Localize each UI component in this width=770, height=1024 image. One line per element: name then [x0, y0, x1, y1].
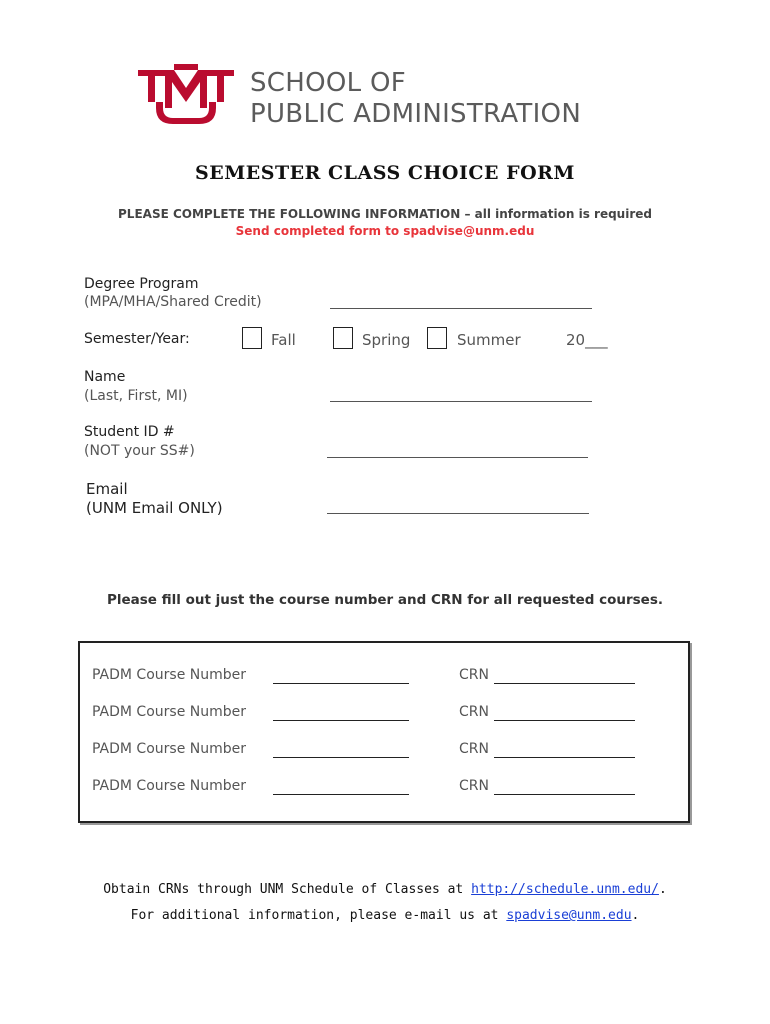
- unm-logo-icon: [136, 64, 236, 132]
- name-label: Name: [84, 369, 126, 385]
- crn-label: CRN: [459, 741, 489, 757]
- form-title: SEMESTER CLASS CHOICE FORM: [195, 162, 575, 184]
- course-number-field[interactable]: [273, 794, 409, 795]
- student-id-label: Student ID #: [84, 424, 175, 440]
- email-field[interactable]: [327, 513, 589, 514]
- course-number-label: PADM Course Number: [92, 741, 246, 757]
- course-number-label: PADM Course Number: [92, 667, 246, 683]
- school-name-line1: SCHOOL OF: [250, 68, 407, 98]
- course-row: [80, 704, 688, 728]
- footer-crn-end: .: [658, 882, 667, 897]
- course-box: [78, 641, 690, 823]
- footer-info-line: [0, 908, 770, 923]
- school-name: [250, 68, 581, 130]
- email-sublabel: (UNM Email ONLY): [86, 499, 223, 517]
- email-label: Email: [86, 480, 128, 498]
- degree-program-label: Degree Program: [84, 276, 199, 292]
- courses-note: Please fill out just the course number and CRN for all requested courses.: [106, 592, 664, 608]
- course-number-field[interactable]: [273, 683, 409, 684]
- footer-crn-line: [0, 882, 770, 897]
- name-field[interactable]: [330, 401, 592, 402]
- semester-year-label: Semester/Year:: [84, 331, 190, 347]
- crn-field[interactable]: [494, 720, 635, 721]
- course-row: [80, 667, 688, 691]
- degree-program-field[interactable]: [330, 308, 592, 309]
- spring-checkbox[interactable]: [333, 327, 353, 349]
- school-name-line2: PUBLIC ADMINISTRATION: [250, 99, 582, 129]
- name-sublabel: (Last, First, MI): [84, 388, 188, 404]
- year-field[interactable]: 20___: [566, 331, 608, 349]
- footer-info-end: .: [631, 908, 640, 923]
- crn-field[interactable]: [494, 757, 635, 758]
- course-number-field[interactable]: [273, 720, 409, 721]
- spring-label: Spring: [362, 331, 411, 349]
- send-note: Send completed form to spadvise@unm.edu: [235, 224, 535, 238]
- footer-crn-text: Obtain CRNs through UNM Schedule of Classes at: [103, 882, 472, 897]
- student-id-field[interactable]: [327, 457, 588, 458]
- course-number-label: PADM Course Number: [92, 778, 246, 794]
- crn-label: CRN: [459, 667, 489, 683]
- summer-label: Summer: [457, 331, 521, 349]
- fall-checkbox[interactable]: [242, 327, 262, 349]
- crn-field[interactable]: [494, 683, 635, 684]
- degree-program-sublabel: (MPA/MHA/Shared Credit): [84, 294, 262, 310]
- course-row: [80, 741, 688, 765]
- course-row: [80, 778, 688, 802]
- crn-label: CRN: [459, 704, 489, 720]
- instruction-text: PLEASE COMPLETE THE FOLLOWING INFORMATION – all information is required: [118, 207, 652, 221]
- crn-field[interactable]: [494, 794, 635, 795]
- email-link[interactable]: spadvise@unm.edu: [506, 908, 632, 923]
- course-number-label: PADM Course Number: [92, 704, 246, 720]
- footer-info-text: For additional information, please e-mail us at: [130, 908, 507, 923]
- summer-checkbox[interactable]: [427, 327, 447, 349]
- schedule-link[interactable]: http://schedule.unm.edu/: [471, 882, 659, 897]
- course-number-field[interactable]: [273, 757, 409, 758]
- crn-label: CRN: [459, 778, 489, 794]
- student-id-sublabel: (NOT your SS#): [84, 443, 195, 459]
- fall-label: Fall: [271, 331, 296, 349]
